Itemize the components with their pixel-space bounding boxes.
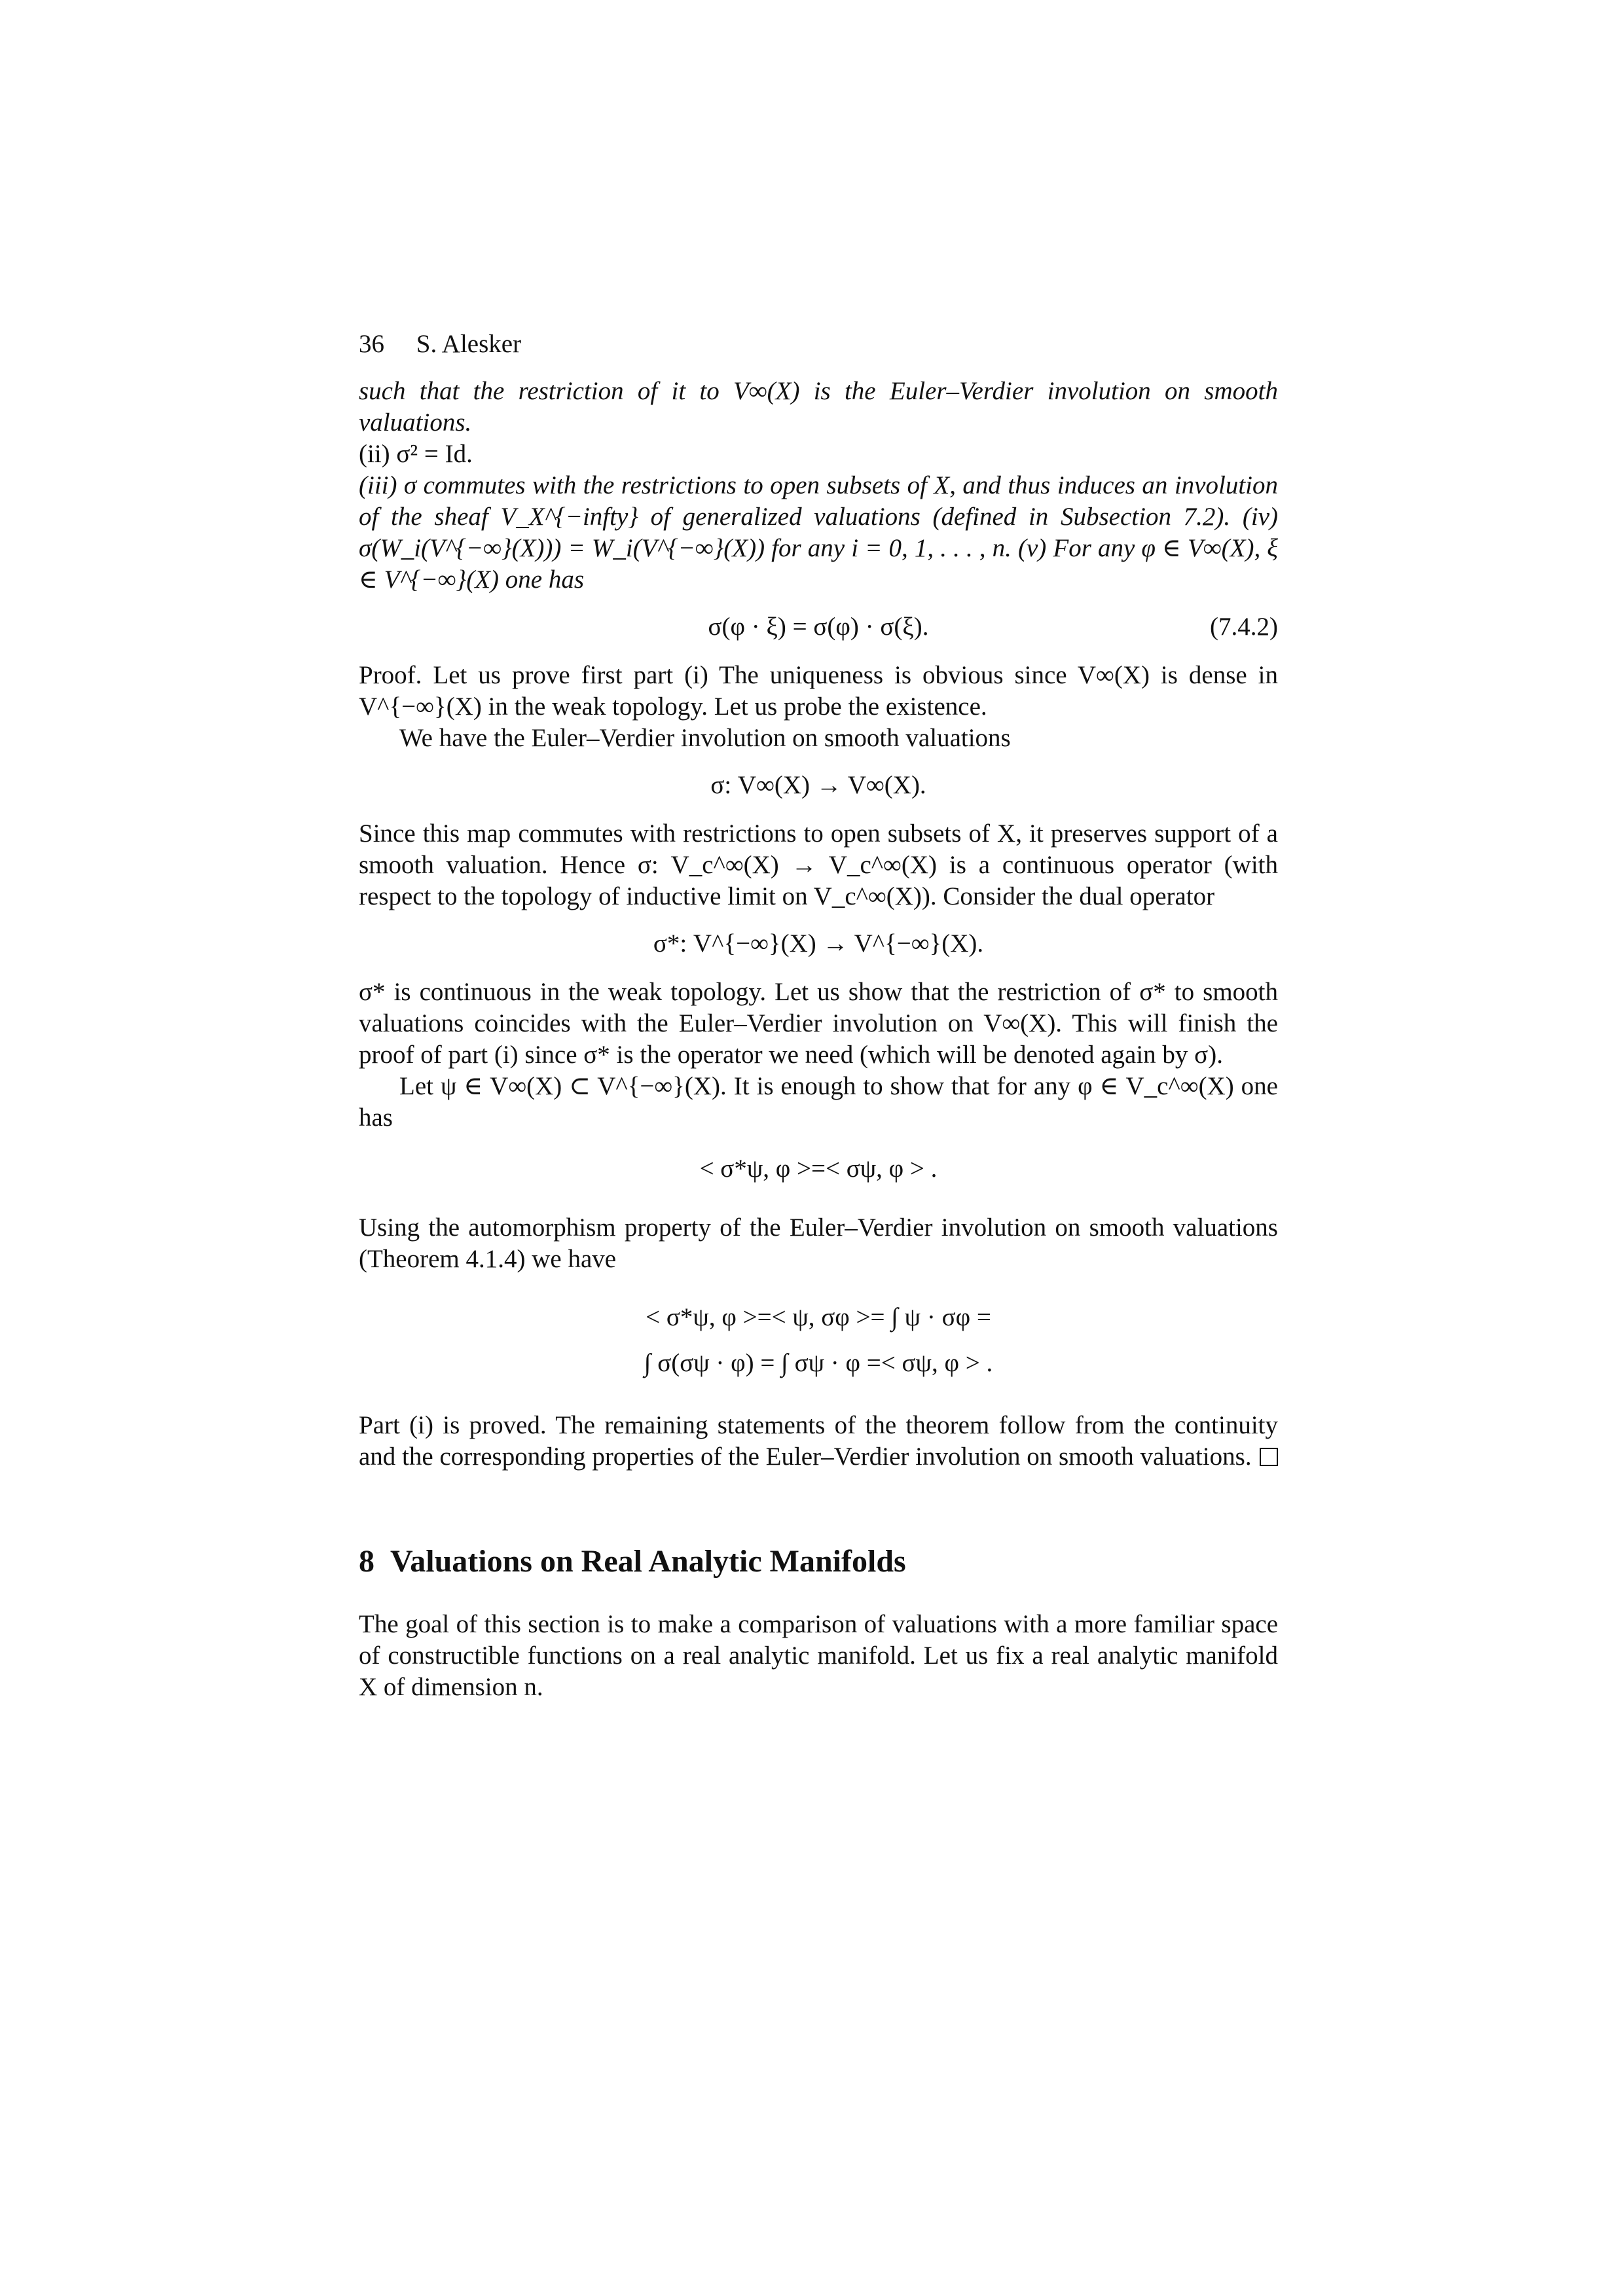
section-heading bbox=[359, 1543, 1278, 1580]
running-head bbox=[359, 329, 1278, 360]
proof-para7 bbox=[359, 1410, 1278, 1473]
equation-chain-line1: < σ*ψ, φ >=< ψ, σφ >= ∫ ψ · σφ = bbox=[646, 1303, 991, 1331]
equation-7-4-2-body: σ(φ · ξ) = σ(φ) · σ(ξ). bbox=[708, 613, 929, 641]
equation-chain bbox=[359, 1295, 1278, 1386]
proof-para3: Since this map commutes with restrictions to open subsets of X, it preserves support of a smooth valuation. Hence σ: V_c^∞(X) → V_c^∞(X) is a continuous operator (with respect to the topology of inductive limit on V_c^∞(X)). Consider the dual operator bbox=[359, 819, 1278, 910]
equation-chain-line2: ∫ σ(σψ · φ) = ∫ σψ · φ =< σψ, φ > . bbox=[644, 1349, 993, 1377]
author: S. Alesker bbox=[416, 330, 522, 358]
section-title: Valuations on Real Analytic Manifolds bbox=[390, 1544, 906, 1579]
proof-para5: Let ψ ∈ V∞(X) ⊂ V^{−∞}(X). It is enough to show that for any φ ∈ V_c^∞(X) one has bbox=[359, 1072, 1278, 1132]
proof-para7-text: Part (i) is proved. The remaining statements of the theorem follow from the continuity and the corresponding properties of the Euler–Verdier involution on smooth valuations. bbox=[359, 1411, 1278, 1471]
equation-sigma-body: σ: V∞(X) → V∞(X). bbox=[710, 771, 926, 799]
equation-dual bbox=[359, 928, 1278, 961]
equation-sigma bbox=[359, 770, 1278, 802]
equation-pair-body: < σ*ψ, φ >=< σψ, φ > . bbox=[699, 1155, 938, 1183]
equation-7-4-2 bbox=[359, 611, 1278, 644]
proof-para2: We have the Euler–Verdier involution on smooth valuations bbox=[399, 724, 1011, 752]
qed-square-icon bbox=[1260, 1448, 1278, 1466]
equation-dual-body: σ*: V^{−∞}(X) → V^{−∞}(X). bbox=[653, 929, 984, 958]
statement-item-iii: (iii) σ commutes with the restrictions to open subsets of X, and thus induces an involution of the sheaf V_X^{−infty} of generalized valuations (defined in Subsection 7.2). (iv) σ(W_i(V^{−∞}(X))) = W_i(V^{−∞}(X)) for any i = 0, 1, . . . , n. (v) For any φ ∈ V∞(X), ξ ∈ V^{−∞}(X) one has bbox=[359, 471, 1278, 594]
equation-pair bbox=[359, 1153, 1278, 1193]
proof-para4: σ* is continuous in the weak topology. Let us show that the restriction of σ* to smooth valuations coincides with the Euler–Verdier involution on V∞(X). This will finish the proof of part (i) since σ* is the operator we need (which will be denoted again by σ). bbox=[359, 978, 1278, 1069]
section-number: 8 bbox=[359, 1544, 374, 1579]
proof-para6: Using the automorphism property of the Euler–Verdier involution on smooth valuations (Theorem 4.1.4) we have bbox=[359, 1213, 1278, 1273]
page bbox=[359, 329, 1278, 1703]
statement-line1: such that the restriction of it to V∞(X) is the Euler–Verdier involution on smooth valuations. bbox=[359, 377, 1278, 437]
page-number: 36 bbox=[359, 330, 384, 358]
statement-item-ii: (ii) σ² = Id. bbox=[359, 440, 473, 468]
proof-para1: Proof. Let us prove first part (i) The uniqueness is obvious since V∞(X) is dense in V^{−∞}(X) in the weak topology. Let us probe the existence. bbox=[359, 661, 1278, 721]
section-para: The goal of this section is to make a comparison of valuations with a more familiar space of constructible functions on a real analytic manifold. Let us fix a real analytic manifold X of dimension n. bbox=[359, 1610, 1278, 1701]
equation-7-4-2-tag: (7.4.2) bbox=[1210, 613, 1278, 641]
